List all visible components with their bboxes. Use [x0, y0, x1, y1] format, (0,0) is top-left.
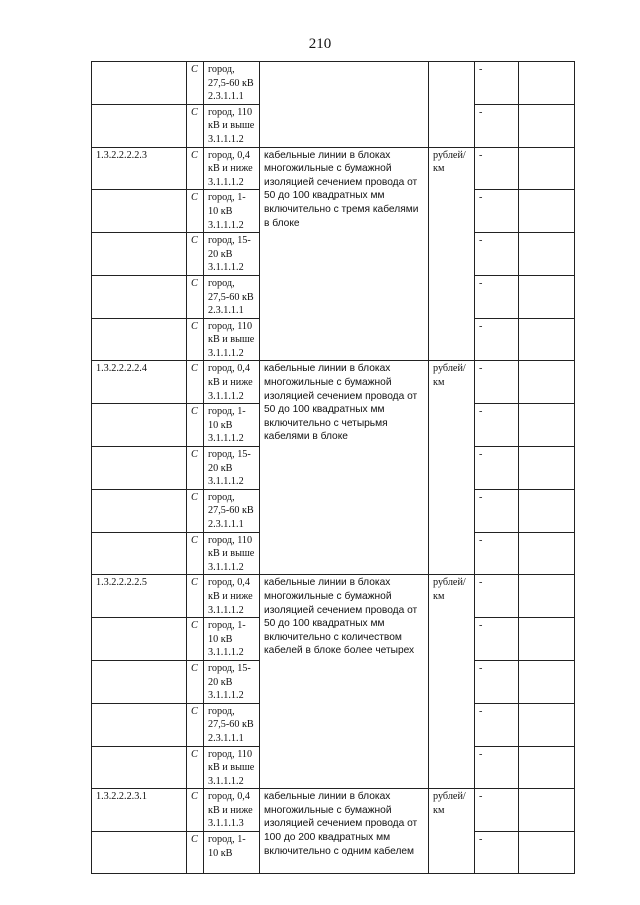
rate-value: - [475, 104, 519, 147]
unit-line: км [433, 590, 445, 602]
voltage-class [204, 789, 260, 832]
category-letter: С [187, 147, 204, 190]
description-line: 50 до 100 квадратных мм [264, 404, 385, 416]
voltage-line: кВ и выше [208, 762, 255, 774]
rate-value: - [475, 532, 519, 575]
category-letter: С [187, 618, 204, 661]
voltage-line: город, 15- [208, 449, 251, 461]
voltage-class [204, 489, 260, 532]
item-code [92, 489, 187, 532]
rate-value: - [475, 703, 519, 746]
voltage-class [204, 275, 260, 318]
voltage-class [204, 147, 260, 190]
voltage-class [204, 233, 260, 276]
voltage-line: 3.1.1.1.2 [208, 690, 244, 702]
category-letter: С [187, 746, 204, 789]
rate-value: - [475, 832, 519, 874]
item-code [92, 62, 187, 105]
voltage-line: город, 1- [208, 192, 246, 204]
description-line: кабельные линии в блоках [264, 577, 391, 589]
voltage-line: город, 0,4 [208, 149, 250, 161]
voltage-line: город, [208, 64, 235, 75]
unit-of-measure [429, 575, 475, 789]
voltage-class [204, 660, 260, 703]
category-letter: С [187, 404, 204, 447]
item-code [92, 660, 187, 703]
rate-value: - [475, 62, 519, 105]
empty-cell [519, 703, 575, 746]
voltage-line: 27,5-60 кВ [208, 77, 254, 89]
voltage-line: город, 1- [208, 620, 246, 632]
empty-cell [519, 789, 575, 832]
description-line: включительно с тремя кабелями [264, 203, 419, 215]
voltage-line: город, [208, 277, 235, 289]
voltage-line: 20 кВ [208, 676, 233, 688]
voltage-line: город, 110 [208, 534, 253, 546]
rate-value: - [475, 361, 519, 404]
voltage-line: город, 15- [208, 235, 251, 247]
voltage-line: город, 1- [208, 834, 246, 846]
voltage-line: 2.3.1.1.1 [208, 519, 244, 530]
empty-cell [519, 361, 575, 404]
voltage-class [204, 746, 260, 789]
table-body [92, 62, 575, 874]
description-line: кабелей в блоке более четырех [264, 645, 415, 657]
item-code [92, 532, 187, 575]
line-description [260, 575, 429, 789]
rate-value: - [475, 660, 519, 703]
voltage-line: 3.1.1.1.2 [208, 176, 244, 188]
table-row [92, 789, 575, 832]
voltage-line: 10 кВ [208, 205, 233, 217]
voltage-class [204, 618, 260, 661]
description-line: кабельные линии в блоках [264, 149, 391, 161]
voltage-line: 3.1.1.1.2 [208, 604, 244, 616]
voltage-line: 3.1.1.1.2 [208, 775, 244, 787]
empty-cell [519, 832, 575, 874]
voltage-line: 3.1.1.1.2 [208, 262, 244, 274]
rate-value: - [475, 404, 519, 447]
category-letter: С [187, 660, 204, 703]
description-line: кабельные линии в блоках [264, 791, 391, 803]
voltage-class [204, 575, 260, 618]
unit-line: км [433, 804, 445, 816]
voltage-line: кВ и ниже [208, 377, 253, 389]
voltage-line: 3.1.1.1.2 [208, 476, 244, 488]
empty-cell [519, 147, 575, 190]
unit-line: рублей/ [433, 791, 466, 803]
voltage-class [204, 832, 260, 874]
voltage-line: город, 110 [208, 106, 253, 118]
description-line: включительно с одним кабелем [264, 845, 415, 857]
description-line: в блоке [264, 217, 300, 229]
voltage-line: 3.1.1.1.2 [208, 347, 244, 359]
category-letter: С [187, 104, 204, 147]
rate-value: - [475, 275, 519, 318]
voltage-line: 3.1.1.1.2 [208, 133, 244, 145]
voltage-line: 3.1.1.1.2 [208, 219, 244, 231]
voltage-line: 3.1.1.1.3 [208, 818, 244, 830]
voltage-line: 10 кВ [208, 419, 233, 431]
voltage-line: 2.3.1.1.1 [208, 732, 244, 744]
category-letter: С [187, 447, 204, 490]
rate-value: - [475, 147, 519, 190]
table-row [92, 62, 575, 105]
empty-cell [519, 447, 575, 490]
voltage-line: город, 0,4 [208, 791, 250, 803]
category-letter: С [187, 832, 204, 874]
voltage-line: город, 15- [208, 662, 251, 674]
voltage-line: кВ и выше [208, 548, 255, 560]
item-code [92, 190, 187, 233]
description-line: 100 до 200 квадратных мм [264, 832, 391, 844]
unit-line: рублей/ [433, 577, 466, 589]
voltage-line: город, 110 [208, 748, 253, 760]
description-line: изоляцией сечением провода от [264, 604, 418, 616]
voltage-class [204, 532, 260, 575]
category-letter: С [187, 703, 204, 746]
voltage-line: 10 кВ [208, 847, 233, 859]
category-letter: С [187, 532, 204, 575]
item-code [92, 746, 187, 789]
line-description [260, 147, 429, 361]
unit-of-measure [429, 147, 475, 361]
voltage-class [204, 190, 260, 233]
description-line: включительно с количеством [264, 631, 402, 643]
voltage-line: 27,5-60 кВ [208, 291, 254, 303]
unit-of-measure [429, 789, 475, 874]
description-line: кабельные линии в блоках [264, 363, 391, 375]
voltage-line: 27,5-60 кВ [208, 719, 254, 731]
category-letter: С [187, 361, 204, 404]
empty-cell [519, 275, 575, 318]
voltage-line: 3.1.1.1.2 [208, 390, 244, 402]
empty-cell [519, 618, 575, 661]
unit-line: рублей/ [433, 363, 466, 375]
voltage-line: 2.3.1.1.1 [208, 305, 244, 317]
item-code [92, 618, 187, 661]
voltage-line: 2.3.1.1.1 [208, 91, 244, 103]
unit-of-measure [429, 361, 475, 575]
empty-cell [519, 660, 575, 703]
voltage-line: город, 1- [208, 406, 246, 418]
description-line: изоляцией сечением провода от [264, 818, 418, 830]
description-line: многожильные с бумажной [264, 590, 392, 602]
empty-cell [519, 489, 575, 532]
item-code: 1.3.2.2.2.2.3 [92, 147, 187, 190]
description-line: изоляцией сечением провода от [264, 390, 418, 402]
voltage-line: 10 кВ [208, 633, 233, 645]
line-description [260, 62, 429, 148]
rate-value: - [475, 318, 519, 361]
item-code [92, 318, 187, 361]
description-line: изоляцией сечением провода от [264, 176, 418, 188]
unit-line: км [433, 163, 445, 175]
voltage-line: город, [208, 705, 235, 717]
voltage-line: 3.1.1.1.2 [208, 647, 244, 659]
item-code [92, 447, 187, 490]
item-code: 1.3.2.2.2.2.4 [92, 361, 187, 404]
description-line: многожильные с бумажной [264, 163, 392, 175]
empty-cell [519, 104, 575, 147]
category-letter: С [187, 233, 204, 276]
voltage-class [204, 404, 260, 447]
empty-cell [519, 746, 575, 789]
voltage-line: город, 0,4 [208, 363, 250, 375]
rate-value: - [475, 190, 519, 233]
category-letter: С [187, 789, 204, 832]
empty-cell [519, 318, 575, 361]
empty-cell [519, 575, 575, 618]
description-line: 50 до 100 квадратных мм [264, 618, 385, 630]
rate-value: - [475, 789, 519, 832]
voltage-line: 27,5-60 кВ [208, 505, 254, 517]
item-code [92, 104, 187, 147]
voltage-line: 3.1.1.1.2 [208, 433, 244, 445]
table-row [92, 147, 575, 190]
voltage-class [204, 62, 260, 105]
empty-cell [519, 532, 575, 575]
voltage-line: город, 110 [208, 320, 253, 332]
item-code [92, 832, 187, 874]
description-line: 50 до 100 квадратных мм [264, 190, 385, 202]
empty-cell [519, 190, 575, 233]
voltage-line: кВ и выше [208, 334, 255, 346]
voltage-class [204, 104, 260, 147]
table-row [92, 361, 575, 404]
voltage-class [204, 447, 260, 490]
voltage-line: кВ и выше [208, 120, 255, 132]
voltage-line: кВ и ниже [208, 804, 253, 816]
voltage-line: город, 0,4 [208, 577, 250, 589]
unit-line: рублей/ [433, 149, 466, 161]
description-line: многожильные с бумажной [264, 377, 392, 389]
voltage-class [204, 318, 260, 361]
page-number: 210 [308, 36, 332, 52]
item-code: 1.3.2.2.2.3.1 [92, 789, 187, 832]
unit-line: км [433, 377, 445, 389]
description-line: кабелями в блоке [264, 431, 348, 443]
line-description [260, 789, 429, 874]
rate-value: - [475, 746, 519, 789]
rate-value: - [475, 489, 519, 532]
voltage-line: кВ и ниже [208, 590, 253, 602]
voltage-line: 20 кВ [208, 462, 233, 474]
category-letter: С [187, 489, 204, 532]
tariff-table [91, 61, 575, 874]
rate-value: - [475, 447, 519, 490]
category-letter: С [187, 318, 204, 361]
item-code [92, 233, 187, 276]
rate-value: - [475, 233, 519, 276]
voltage-line: кВ и ниже [208, 163, 253, 175]
item-code [92, 275, 187, 318]
unit-of-measure [429, 62, 475, 148]
item-code: 1.3.2.2.2.2.5 [92, 575, 187, 618]
table-row [92, 575, 575, 618]
voltage-line: 3.1.1.1.2 [208, 561, 244, 573]
empty-cell [519, 404, 575, 447]
voltage-line: 20 кВ [208, 248, 233, 260]
empty-cell [519, 62, 575, 105]
rate-value: - [475, 575, 519, 618]
empty-cell [519, 233, 575, 276]
voltage-class [204, 361, 260, 404]
rate-value: - [475, 618, 519, 661]
category-letter: С [187, 275, 204, 318]
line-description [260, 361, 429, 575]
item-code [92, 404, 187, 447]
category-letter: С [187, 190, 204, 233]
category-letter: С [187, 575, 204, 618]
description-line: многожильные с бумажной [264, 804, 392, 816]
voltage-line: город, [208, 491, 235, 503]
category-letter: С [187, 62, 204, 105]
voltage-class [204, 703, 260, 746]
description-line: включительно с четырьмя [264, 417, 388, 429]
item-code [92, 703, 187, 746]
